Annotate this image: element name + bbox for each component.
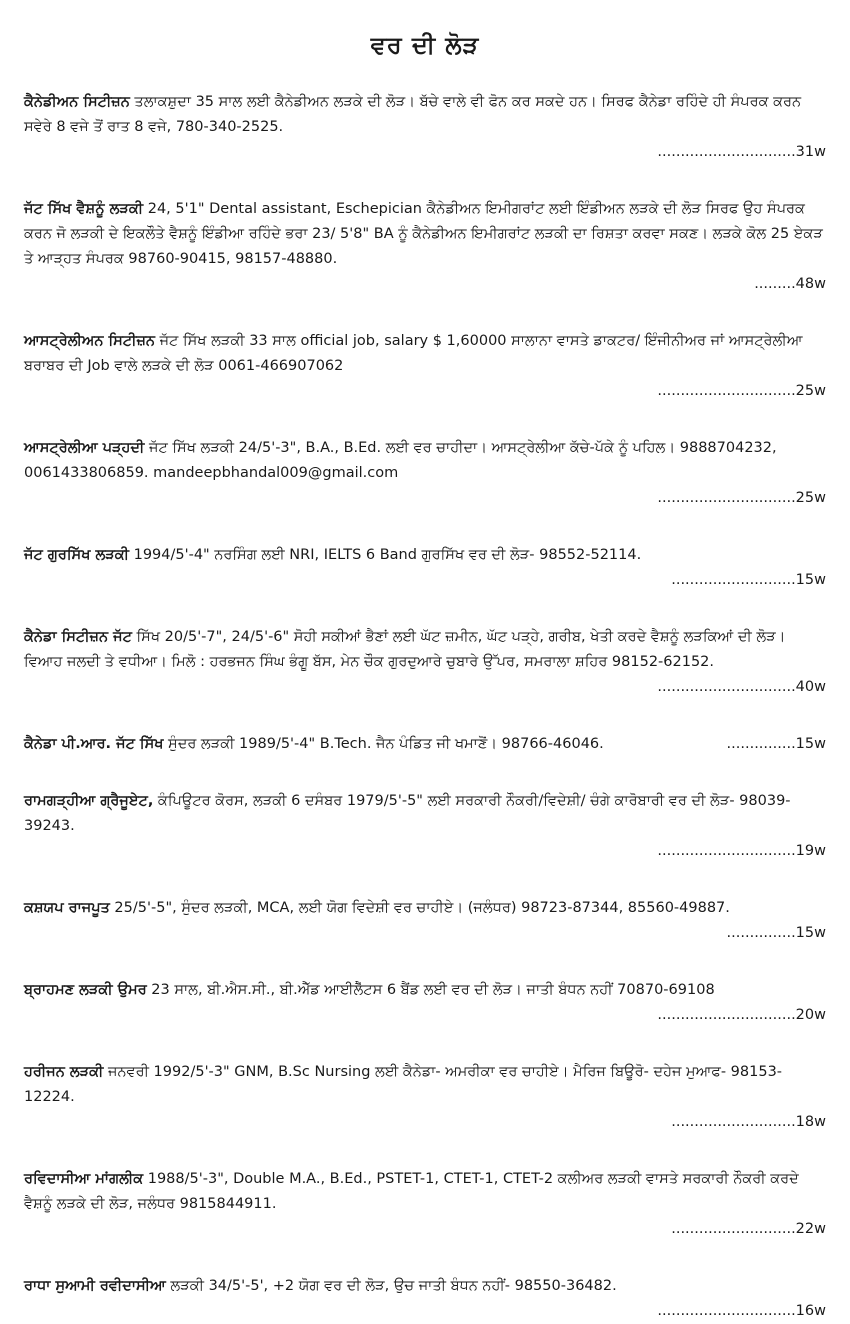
ad-item <box>24 1167 826 1242</box>
ad-heading: ਕੈਨੇਡਾ ਪੀ.ਆਰ. ਜੱਟ ਸਿੱਖ <box>24 736 164 752</box>
ad-item <box>24 329 826 404</box>
ad-code: ..............................31w <box>657 144 826 160</box>
ad-heading: ਹਰੀਜਨ ਲੜਕੀ <box>24 1064 104 1080</box>
ad-heading: ਰਾਮਗੜ੍ਹੀਆ ਗ੍ਰੈਜੂਏਟ, <box>24 793 154 809</box>
ad-item <box>24 436 826 511</box>
ad-item <box>24 543 826 593</box>
ad-body: ਲੜਕੀ 34/5'-5', +2 ਯੋਗ ਵਰ ਦੀ ਲੋੜ, ਉਚ ਜਾਤੀ ਬੰਧਨ ਨਹੀਂ- 98550-36482. <box>165 1278 617 1294</box>
ad-heading: ਕਸ਼ਯਪ ਰਾਜਪੂਤ <box>24 900 110 916</box>
page-title: ਵਰ ਦੀ ਲੋੜ <box>370 31 480 59</box>
ad-code: ...............15w <box>726 925 826 941</box>
ad-code: ..............................20w <box>657 1007 826 1023</box>
ad-item <box>24 197 826 297</box>
ad-item <box>24 789 826 864</box>
ad-code: ...........................15w <box>671 572 826 588</box>
ad-heading: ਰਾਧਾ ਸੁਆਮੀ ਰਵੀਦਾਸੀਆ <box>24 1278 166 1294</box>
ad-heading: ਆਸਟ੍ਰੇਲੀਅਨ ਸਿਟੀਜ਼ਨ <box>24 333 155 349</box>
ad-item <box>24 1274 826 1324</box>
ad-body: ਸਿੱਖ 20/5'-7", 24/5'-6" ਸੋਹੀ ਸਕੀਆਂ ਭੈਣਾਂ ਲਈ ਘੱਟ ਜ਼ਮੀਨ, ਘੱਟ ਪੜ੍ਹੇ, ਗਰੀਬ, ਖੇਤੀ ਕਰਦੇ ਵੈਸ਼ਨੂੰ ਲੜਕਿਆਂ ਦੀ ਲੋੜ। ਵਿਆਹ ਜਲਦੀ ਤੇ ਵਧੀਆ। ਮਿਲੋ : ਹਰਭਜਨ ਸਿੰਘ ਭੰਗੂ ਬੱਸ, ਮੇਨ ਚੌਕ ਗੁਰਦੁਆਰੇ ਚੁਬਾਰੇ ਉੱਪਰ, ਸਮਰਾਲਾ ਸ਼ਹਿਰ 98152-62152. <box>24 629 786 670</box>
ad-code: ..............................40w <box>657 679 826 695</box>
ad-heading: ਕੈਨੇਡਾ ਸਿਟੀਜ਼ਨ ਜੱਟ <box>24 629 132 645</box>
ad-body: 24, 5'1" Dental assistant, Eschepician ਕੈਨੇਡੀਅਨ ਇਮੀਗਰਾਂਟ ਲਈ ਇੰਡੀਅਨ ਲੜਕੇ ਦੀ ਲੋੜ ਸਿਰਫ ਉਹ ਸੰਪਰਕ ਕਰਨ ਜੋ ਲੜਕੀ ਦੇ ਇਕਲੌਤੇ ਵੈਸ਼ਨੂੰ ਇੰਡੀਆ ਰਹਿੰਦੇ ਭਰਾ 23/ 5'8" BA ਨੂੰ ਕੈਨੇਡੀਅਨ ਇਮੀਗਰਾਂਟ ਲੜਕੀ ਦਾ ਰਿਸ਼ਤਾ ਕਰਵਾ ਸਕਣ। ਲੜਕੇ ਕੋਲ 25 ਏਕੜ ਤੇ ਆੜ੍ਹਤ ਸੰਪਰਕ 98760-90415, 98157-48880. <box>24 201 823 267</box>
ad-code: ...........................22w <box>671 1221 826 1237</box>
ads-list <box>24 90 826 1324</box>
ad-item <box>24 1060 826 1135</box>
ad-heading: ਬ੍ਰਾਹਮਣ ਲੜਕੀ ਉਮਰ <box>24 982 147 998</box>
ad-code: .........48w <box>754 276 826 292</box>
ad-code: ...............15w <box>726 736 826 752</box>
ad-body: ਜੱਟ ਸਿੱਖ ਲੜਕੀ 33 ਸਾਲ official job, salary $ 1,60000 ਸਾਲਾਨਾ ਵਾਸਤੇ ਡਾਕਟਰ/ ਇੰਜੀਨੀਅਰ ਜਾਂ ਆਸਟ੍ਰੇਲੀਆ ਬਰਾਬਰ ਦੀ Job ਵਾਲੇ ਲੜਕੇ ਦੀ ਲੋੜ 0061-466907062 <box>24 333 803 374</box>
ad-item <box>24 90 826 165</box>
ad-body: 1994/5'-4" ਨਰਸਿੰਗ ਲਈ NRI, IELTS 6 Band ਗੁਰਸਿੱਖ ਵਰ ਦੀ ਲੋੜ- 98552-52114. <box>128 547 642 563</box>
ad-heading: ਜੱਟ ਸਿੱਖ ਵੈਸ਼ਨੂੰ ਲੜਕੀ <box>24 201 144 217</box>
ad-code: ...........................18w <box>671 1114 826 1130</box>
ad-item <box>24 732 826 757</box>
ad-item <box>24 625 826 700</box>
ad-heading: ਜੱਟ ਗੁਰਸਿੱਖ ਲੜਕੀ <box>24 547 129 563</box>
ad-heading: ਕੈਨੇਡੀਅਨ ਸਿਟੀਜ਼ਨ <box>24 94 130 110</box>
ad-code: ..............................16w <box>657 1303 826 1319</box>
ad-item <box>24 896 826 946</box>
ad-heading: ਰਵਿਦਾਸੀਆ ਮਾਂਗਲੀਕ <box>24 1171 144 1187</box>
ad-item <box>24 978 826 1028</box>
ad-code: ..............................25w <box>657 490 826 506</box>
ad-body: ਤਲਾਕਸ਼ੁਦਾ 35 ਸਾਲ ਲਈ ਕੈਨੇਡੀਅਨ ਲੜਕੇ ਦੀ ਲੋੜ। ਬੱਚੇ ਵਾਲੇ ਵੀ ਫੋਨ ਕਰ ਸਕਦੇ ਹਨ। ਸਿਰਫ ਕੈਨੇਡਾ ਰਹਿੰਦੇ ਹੀ ਸੰਪਰਕ ਕਰਨ ਸਵੇਰੇ 8 ਵਜੇ ਤੋਂ ਰਾਤ 8 ਵਜੇ, 780-340-2525. <box>24 94 802 135</box>
ad-body: ਜੱਟ ਸਿੱਖ ਲੜਕੀ 24/5'-3", B.A., B.Ed. ਲਈ ਵਰ ਚਾਹੀਦਾ। ਆਸਟ੍ਰੇਲੀਆ ਕੱਚੇ-ਪੱਕੇ ਨੂੰ ਪਹਿਲ। 9888704232, 0061433806859. mandeepbhandal009@gmail.com <box>24 440 777 481</box>
ad-body: 25/5'-5", ਸੁੰਦਰ ਲੜਕੀ, MCA, ਲਈ ਯੋਗ ਵਿਦੇਸ਼ੀ ਵਰ ਚਾਹੀਏ। (ਜਲੰਧਰ) 98723-87344, 85560-49887. <box>109 900 730 916</box>
ad-body: 1988/5'-3", Double M.A., B.Ed., PSTET-1, CTET-1, CTET-2 ਕਲੀਅਰ ਲੜਕੀ ਵਾਸਤੇ ਸਰਕਾਰੀ ਨੌਕਰੀ ਕਰਦੇ ਵੈਸ਼ਨੂੰ ਲੜਕੇ ਦੀ ਲੋੜ, ਜਲੰਧਰ 9815844911. <box>24 1171 799 1212</box>
ad-code: ..............................19w <box>657 843 826 859</box>
ad-body: 23 ਸਾਲ, ਬੀ.ਐਸ.ਸੀ., ਬੀ.ਐੱਡ ਆਈਲੈੱਟਸ 6 ਬੈਂਡ ਲਈ ਵਰ ਦੀ ਲੋੜ। ਜਾਤੀ ਬੰਧਨ ਨਹੀਂ 70870-69108 <box>146 982 715 998</box>
ad-body: ਜਨਵਰੀ 1992/5'-3" GNM, B.Sc Nursing ਲਈ ਕੈਨੇਡਾ- ਅਮਰੀਕਾ ਵਰ ਚਾਹੀਏ। ਮੈਰਿਜ ਬਿਊਰੋ- ਦਹੇਜ ਮੁਆਫ- 98153-12224. <box>24 1064 783 1105</box>
ad-body: ਸੁੰਦਰ ਲੜਕੀ 1989/5'-4" B.Tech. ਜੈਨ ਪੰਡਿਤ ਜੀ ਖਮਾਣੋਂ। 98766-46046. <box>163 736 604 752</box>
ad-heading: ਆਸਟ੍ਰੇਲੀਆ ਪੜ੍ਹਦੀ <box>24 440 145 456</box>
ad-body: ਕੰਪਿਊਟਰ ਕੋਰਸ, ਲੜਕੀ 6 ਦਸੰਬਰ 1979/5'-5" ਲਈ ਸਰਕਾਰੀ ਨੌਕਰੀ/ਵਿਦੇਸ਼ੀ/ ਚੰਗੇ ਕਾਰੋਬਾਰੀ ਵਰ ਦੀ ਲੋੜ- 98039-39243. <box>24 793 791 834</box>
ad-code: ..............................25w <box>657 383 826 399</box>
